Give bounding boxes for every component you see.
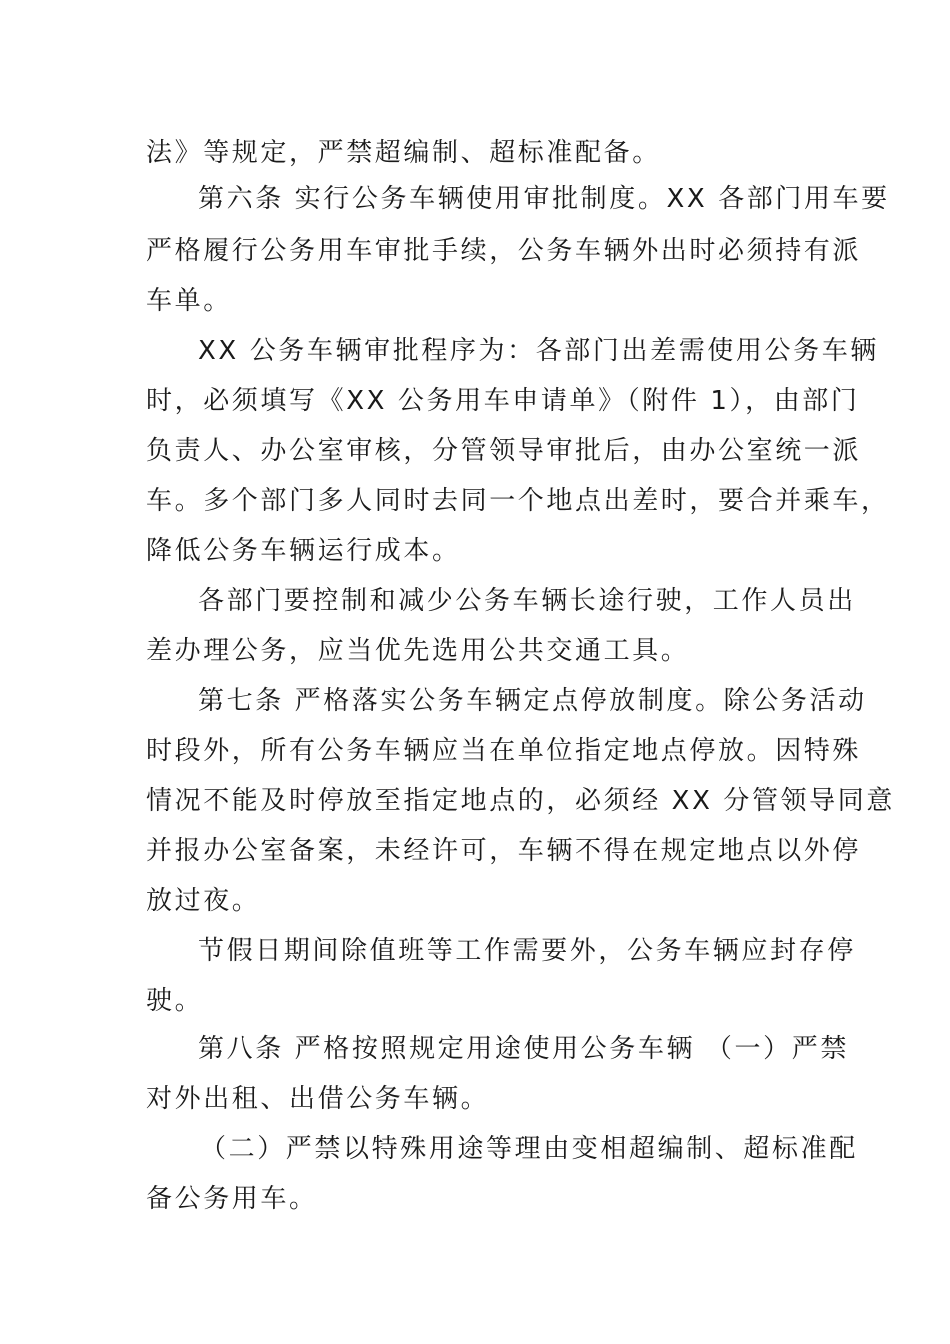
text-line: 驶。 <box>146 986 204 1016</box>
text-line: 负责人、办公室审核，分管领导审批后，由办公室统一派 <box>146 436 862 466</box>
text-line: 车。多个部门多人同时去同一个地点出差时，要合并乘车， <box>146 486 890 516</box>
text-line: 放过夜。 <box>146 886 261 916</box>
article-8-heading: 第八条 严格按照规定用途使用公务车辆 （一）严禁 <box>198 1034 849 1064</box>
text-line: 节假日期间除值班等工作需要外，公务车辆应封存停 <box>198 936 856 966</box>
text-line: 严格履行公务用车审批手续，公务车辆外出时必须持有派 <box>146 236 862 266</box>
article-6-heading: 第六条 实行公务车辆使用审批制度。XX 各部门用车要 <box>198 184 890 214</box>
text-line: 降低公务车辆运行成本。 <box>146 536 461 566</box>
article-7-heading: 第七条 严格落实公务车辆定点停放制度。除公务活动 <box>198 686 867 716</box>
text-line: 时段外，所有公务车辆应当在单位指定地点停放。因特殊 <box>146 736 862 766</box>
text-line: （二）严禁以特殊用途等理由变相超编制、超标准配 <box>200 1134 858 1164</box>
text-line: 差办理公务，应当优先选用公共交通工具。 <box>146 636 690 666</box>
text-line: 法》等规定，严禁超编制、超标准配备。 <box>146 138 661 168</box>
text-line: 车单。 <box>146 286 232 316</box>
text-line: 时，必须填写《XX 公务用车申请单》（附件 1），由部门 <box>146 386 860 416</box>
text-line: 各部门要控制和减少公务车辆长途行驶，工作人员出 <box>198 586 856 616</box>
text-line: XX 公务车辆审批程序为：各部门出差需使用公务车辆 <box>198 336 879 366</box>
text-line: 对外出租、出借公务车辆。 <box>146 1084 490 1114</box>
text-line: 情况不能及时停放至指定地点的，必须经 XX 分管领导同意 <box>146 786 895 816</box>
text-line: 备公务用车。 <box>146 1184 318 1214</box>
text-line: 并报办公室备案，未经许可，车辆不得在规定地点以外停 <box>146 836 862 866</box>
